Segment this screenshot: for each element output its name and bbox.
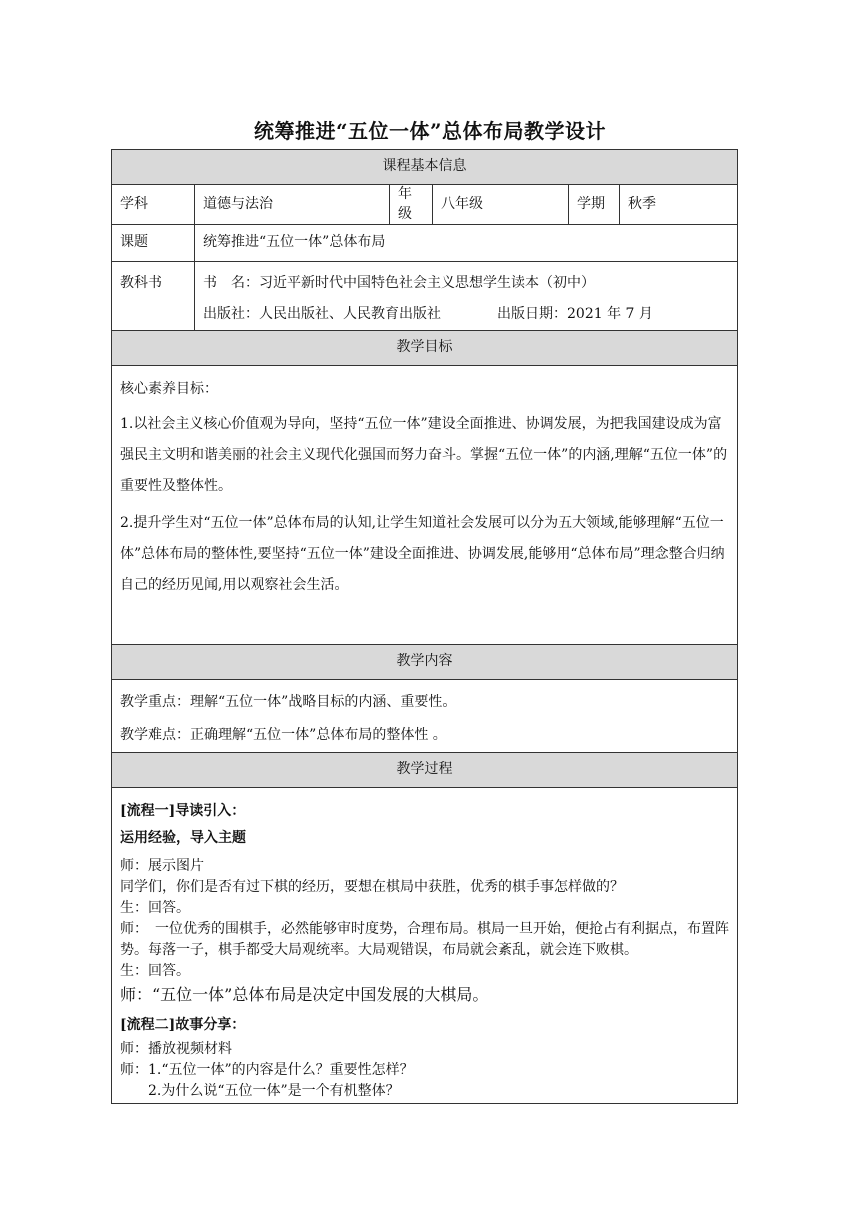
process-step2-title: [流程二]故事分享： xyxy=(120,1017,246,1034)
topic-value: 统筹推进“五位一体”总体布局 xyxy=(195,225,738,262)
term-label: 学期 xyxy=(569,185,620,225)
term-value: 秋季 xyxy=(620,185,738,225)
process-line: 师：1.“五位一体”的内容是什么？重要性怎样？ xyxy=(120,1062,414,1079)
process-line: 师：展示图片 xyxy=(120,858,204,875)
content-difficulty: 教学难点：正确理解“五位一体”总体布局的整体性 。 xyxy=(120,727,447,744)
basic-info-header: 课程基本信息 xyxy=(112,150,738,185)
process-line: 2.为什么说“五位一体”是一个有机整体？ xyxy=(148,1083,400,1100)
goals-body xyxy=(112,366,738,645)
textbook-details xyxy=(195,262,738,331)
textbook-label-text: 教科书 xyxy=(120,275,162,292)
content-key-point: 教学重点：理解“五位一体”战略目标的内涵、重要性。 xyxy=(120,694,457,711)
textbook-label xyxy=(112,262,195,331)
subject-label: 学科 xyxy=(112,185,195,225)
textbook-name: 书 名：习近平新时代中国特色社会主义思想学生读本（初中） xyxy=(203,275,595,292)
process-line: 师：播放视频材料 xyxy=(120,1041,232,1058)
textbook-publisher: 出版社：人民出版社、人民教育出版社 出版日期：2021 年 7 月 xyxy=(203,306,653,323)
grade-label: 年级 xyxy=(390,185,433,225)
process-header: 教学过程 xyxy=(112,753,738,788)
subject-value: 道德与法治 xyxy=(195,185,390,225)
process-step1-title: [流程一]导读引入： xyxy=(120,803,246,820)
goals-header: 教学目标 xyxy=(112,331,738,366)
topic-label: 课题 xyxy=(112,225,195,262)
process-line: 生：回答。 xyxy=(120,963,190,980)
process-line: 师： 一位优秀的围棋手，必然能够审时度势，合理布局。棋局一旦开始，便抢占有利据点，布置阵势。每落一子，棋手都受大局观统率。大局观错误，布局就会紊乱，就会连下败棋。 xyxy=(120,921,729,959)
goal-item-2: 2.提升学生对“五位一体”总体布局的认知,让学生知道社会发展可以分为五大领域,能够理解“五位一体”总体布局的整体性,要坚持“五位一体”建设全面推进、协调发展,能够用“总体布局”理念整合归纳自己的经历见闻,用以观察社会生活。 xyxy=(120,515,725,594)
goal-item-1: 1.以社会主义核心价值观为导向，坚持“五位一体”建设全面推进、协调发展，为把我国建设成为富强民主文明和谐美丽的社会主义现代化强国而努力奋斗。掌握“五位一体”的内涵,理解“五位一体”的重要性及整体性。 xyxy=(120,416,728,495)
process-step1-subtitle: 运用经验，导入主题 xyxy=(120,830,246,847)
process-body xyxy=(112,788,738,1104)
grade-value: 八年级 xyxy=(433,185,569,225)
process-line: 师：“五位一体”总体布局是决定中国发展的大棋局。 xyxy=(120,985,489,1005)
page-title: 统筹推进“五位一体”总体布局教学设计 xyxy=(253,119,606,143)
process-line: 同学们，你们是否有过下棋的经历，要想在棋局中获胜，优秀的棋手事怎样做的？ xyxy=(120,879,624,896)
goals-intro: 核心素养目标： xyxy=(120,381,218,398)
process-line: 生：回答。 xyxy=(120,900,190,917)
content-header: 教学内容 xyxy=(112,645,738,680)
content-body xyxy=(112,680,738,753)
lesson-plan-table xyxy=(111,149,738,1104)
